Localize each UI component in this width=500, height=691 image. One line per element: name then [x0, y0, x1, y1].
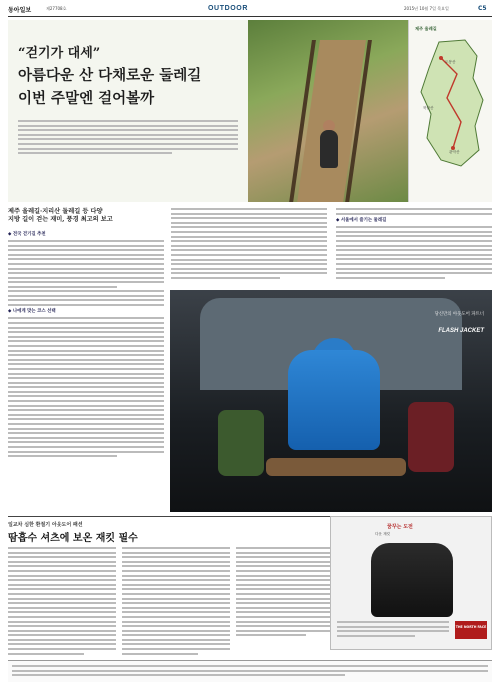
- footer-text: [12, 665, 488, 679]
- hiking-shoes: [266, 458, 406, 476]
- article-column-2: [171, 208, 327, 282]
- article-column-1: [8, 230, 164, 291]
- map-label-2: 북한산: [423, 106, 434, 110]
- jacket-ad-product: FLASH JACKET: [438, 328, 484, 334]
- section-heading-b: ◆ 서울에서 즐기는 둘레길: [336, 218, 387, 224]
- article-columns: [8, 208, 492, 290]
- masthead: [8, 5, 492, 17]
- fashion-title: 땀흡수 셔츠에 보온 재킷 필수: [8, 533, 138, 544]
- article-column-3: [336, 208, 492, 281]
- footer-ad-strip: [8, 660, 492, 682]
- section-name: OUTDOOR: [208, 5, 248, 12]
- tnf-ad-copy: [337, 621, 449, 639]
- tnf-ad-title: 꿈꾸는 도전: [387, 524, 413, 530]
- map-outline-icon: [417, 38, 487, 168]
- article-column-4-wrap: [8, 290, 164, 490]
- fashion-column-2: [122, 547, 230, 657]
- article-subhead-2: 지방 길이 걷는 재미, 풍경 최고의 보고: [8, 216, 113, 223]
- jacket-ad[interactable]: [170, 290, 492, 512]
- headline-line-2: 이번 주말엔 걸어볼까: [18, 90, 155, 107]
- map-label-1: 도봉산: [445, 60, 456, 64]
- fashion-kicker: 일교차 심한 환절기 아웃도어 패션: [8, 522, 83, 528]
- paper-name: 동아일보: [8, 7, 32, 14]
- tnf-ad-subtitle: 다운 재킷: [375, 532, 391, 536]
- blue-down-jacket: [288, 350, 380, 450]
- headline-box: [8, 20, 248, 202]
- article-subhead: [8, 208, 168, 224]
- trail-map: [408, 20, 492, 202]
- map-label-3: 관악산: [449, 150, 460, 154]
- article-column-4: [8, 290, 164, 460]
- jacket-ad-copy: 당신만의 아웃도어 파트너: [434, 312, 484, 317]
- fashion-column-3: [236, 547, 336, 639]
- section-heading-c: ◆ 나에게 맞는 코스 선택: [8, 309, 56, 315]
- page-number: C5: [478, 5, 487, 12]
- headline-line-1: 아름다운 산 다채로운 둘레길: [18, 67, 202, 84]
- backpack-green: [218, 410, 264, 476]
- section-heading-a: ◆ 전국 걷기길 추천: [8, 232, 46, 237]
- hiker: [320, 130, 338, 168]
- black-down-jacket: [371, 543, 453, 617]
- article-subhead-1: 제주 올레길·지리산 둘레길 등 다양: [8, 208, 103, 215]
- publication-date: 2015년 10월 7일 목요일: [404, 6, 449, 11]
- map-title: 제주 올레길: [415, 26, 437, 31]
- tnf-ad[interactable]: [330, 516, 492, 650]
- fashion-column-1: [8, 547, 116, 657]
- trail-photo: [248, 20, 408, 202]
- feature-block: [8, 20, 492, 202]
- issue-number: 제27708호: [46, 6, 67, 11]
- headline-quote: “걷기가 대세”: [18, 46, 101, 61]
- backpack-red: [408, 402, 454, 472]
- tnf-logo: THE NORTH FACE: [455, 621, 487, 639]
- intro-text: [18, 120, 238, 154]
